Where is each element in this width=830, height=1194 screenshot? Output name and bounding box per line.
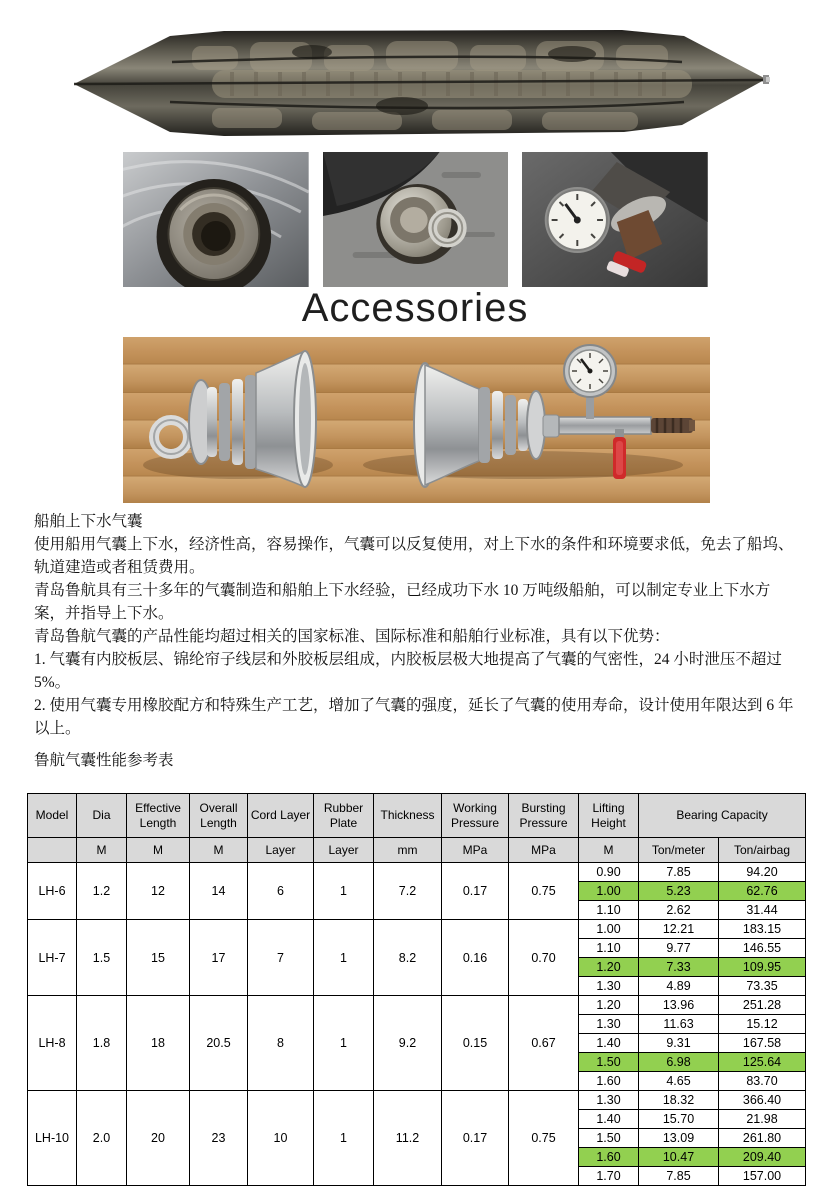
accessory-photo-row bbox=[123, 152, 708, 287]
model-cell: LH-7 bbox=[28, 920, 77, 996]
spec-cell: 8 bbox=[248, 996, 314, 1091]
col-header: Thickness bbox=[374, 794, 442, 838]
capacity-cell: 251.28 bbox=[719, 996, 806, 1015]
airbag-illustration bbox=[72, 22, 770, 144]
col-header: Lifting Height bbox=[579, 794, 639, 838]
model-cell: LH-8 bbox=[28, 996, 77, 1091]
table-row bbox=[28, 863, 806, 882]
capacity-cell: 13.09 bbox=[639, 1129, 719, 1148]
col-unit-header: Ton/meter bbox=[639, 838, 719, 863]
spec-cell: 0.17 bbox=[442, 863, 509, 920]
valve-cap-eye-photo bbox=[323, 152, 509, 287]
capacity-cell: 1.10 bbox=[579, 939, 639, 958]
spec-cell: 11.2 bbox=[374, 1091, 442, 1186]
col-unit-header: M bbox=[127, 838, 190, 863]
capacity-cell: 157.00 bbox=[719, 1167, 806, 1186]
capacity-cell: 1.30 bbox=[579, 977, 639, 996]
capacity-cell: 183.15 bbox=[719, 920, 806, 939]
col-header: Bursting Pressure bbox=[509, 794, 579, 838]
capacity-cell: 9.77 bbox=[639, 939, 719, 958]
col-unit-header bbox=[28, 838, 77, 863]
airbag-nozzle bbox=[763, 75, 770, 84]
capacity-cell: 1.60 bbox=[579, 1148, 639, 1167]
red-lever-valve-icon bbox=[613, 429, 626, 479]
spec-cell: 20 bbox=[127, 1091, 190, 1186]
spec-cell: 1 bbox=[314, 1091, 374, 1186]
col-unit-header: M bbox=[77, 838, 127, 863]
capacity-cell: 62.76 bbox=[719, 882, 806, 901]
hose-barb-tip bbox=[651, 418, 695, 433]
capacity-cell: 94.20 bbox=[719, 863, 806, 882]
capacity-cell: 73.35 bbox=[719, 977, 806, 996]
capacity-cell: 1.70 bbox=[579, 1167, 639, 1186]
doc-paragraph: 青岛鲁航气囊的产品性能均超过相关的国家标准、国际标准和船舶行业标准，具有以下优势： bbox=[34, 628, 670, 645]
col-header: Bearing Capacity bbox=[639, 794, 806, 838]
marine-airbag-photo bbox=[72, 22, 770, 144]
col-header: Rubber Plate bbox=[314, 794, 374, 838]
spec-cell: 20.5 bbox=[190, 996, 248, 1091]
spec-cell: 1 bbox=[314, 996, 374, 1091]
capacity-cell: 31.44 bbox=[719, 901, 806, 920]
pressure-gauge-icon bbox=[564, 345, 616, 419]
doc-paragraph: 青岛鲁航具有三十多年的气囊制造和船舶上下水经验，已经成功下水 10 万吨级船舶，可以制定专业上下水方案，并指导上下水。 bbox=[34, 582, 771, 622]
capacity-cell: 6.98 bbox=[639, 1053, 719, 1072]
capacity-cell: 1.30 bbox=[579, 1015, 639, 1034]
capacity-cell: 9.31 bbox=[639, 1034, 719, 1053]
capacity-cell: 1.50 bbox=[579, 1129, 639, 1148]
capacity-cell: 13.96 bbox=[639, 996, 719, 1015]
spec-cell: 12 bbox=[127, 863, 190, 920]
col-unit-header: Layer bbox=[248, 838, 314, 863]
spec-cell: 15 bbox=[127, 920, 190, 996]
col-unit-header: Ton/airbag bbox=[719, 838, 806, 863]
spec-cell: 14 bbox=[190, 863, 248, 920]
accessories-heading: Accessories bbox=[301, 286, 529, 330]
capacity-cell: 167.58 bbox=[719, 1034, 806, 1053]
table-row bbox=[28, 920, 806, 939]
spec-cell: 23 bbox=[190, 1091, 248, 1186]
spec-cell: 0.70 bbox=[509, 920, 579, 996]
capacity-cell: 1.50 bbox=[579, 1053, 639, 1072]
capacity-cell: 15.12 bbox=[719, 1015, 806, 1034]
col-header: Cord Layer bbox=[248, 794, 314, 838]
capacity-cell: 1.40 bbox=[579, 1110, 639, 1129]
capacity-cell: 1.10 bbox=[579, 901, 639, 920]
capacity-cell: 109.95 bbox=[719, 958, 806, 977]
spec-cell: 18 bbox=[127, 996, 190, 1091]
description-text-block bbox=[34, 510, 800, 740]
col-header: Dia bbox=[77, 794, 127, 838]
capacity-cell: 209.40 bbox=[719, 1148, 806, 1167]
col-unit-header: M bbox=[579, 838, 639, 863]
capacity-cell: 18.32 bbox=[639, 1091, 719, 1110]
capacity-cell: 12.21 bbox=[639, 920, 719, 939]
col-header: Model bbox=[28, 794, 77, 838]
capacity-cell: 7.85 bbox=[639, 1167, 719, 1186]
capacity-cell: 4.65 bbox=[639, 1072, 719, 1091]
col-unit-header: MPa bbox=[509, 838, 579, 863]
spec-cell: 0.75 bbox=[509, 1091, 579, 1186]
col-unit-header: mm bbox=[374, 838, 442, 863]
spec-cell: 10 bbox=[248, 1091, 314, 1186]
accessories-photo bbox=[123, 337, 710, 503]
spec-cell: 0.16 bbox=[442, 920, 509, 996]
spec-cell: 17 bbox=[190, 920, 248, 996]
capacity-cell: 15.70 bbox=[639, 1110, 719, 1129]
spec-cell: 6 bbox=[248, 863, 314, 920]
doc-paragraph: 使用船用气囊上下水，经济性高，容易操作，气囊可以反复使用，对上下水的条件和环境要求低，免去了船坞、轨道建造或者租赁费用。 bbox=[34, 536, 794, 576]
spec-cell: 1.5 bbox=[77, 920, 127, 996]
capacity-cell: 1.00 bbox=[579, 882, 639, 901]
airbag-mouth-flange-photo bbox=[123, 152, 309, 287]
doc-paragraph: 2. 使用气囊专用橡胶配方和特殊生产工艺，增加了气囊的强度，延长了气囊的使用寿命，设计使用年限达到 6 年以上。 bbox=[34, 697, 794, 737]
col-header: Working Pressure bbox=[442, 794, 509, 838]
capacity-cell: 0.90 bbox=[579, 863, 639, 882]
capacity-cell: 1.20 bbox=[579, 958, 639, 977]
spec-table-title: 鲁航气囊性能参考表 bbox=[34, 752, 174, 769]
capacity-cell: 7.85 bbox=[639, 863, 719, 882]
capacity-cell: 125.64 bbox=[719, 1053, 806, 1072]
spec-cell: 0.75 bbox=[509, 863, 579, 920]
capacity-cell: 1.60 bbox=[579, 1072, 639, 1091]
capacity-cell: 366.40 bbox=[719, 1091, 806, 1110]
spec-cell: 0.67 bbox=[509, 996, 579, 1091]
capacity-cell: 21.98 bbox=[719, 1110, 806, 1129]
col-header: Overall Length bbox=[190, 794, 248, 838]
model-cell: LH-6 bbox=[28, 863, 77, 920]
capacity-cell: 4.89 bbox=[639, 977, 719, 996]
capacity-cell: 261.80 bbox=[719, 1129, 806, 1148]
doc-paragraph: 1. 气囊有内胶板层、锦纶帘子线层和外胶板层组成，内胶板层极大地提高了气囊的气密性，24 小时泄压不超过 5%。 bbox=[34, 651, 782, 691]
table-row bbox=[28, 1091, 806, 1110]
capacity-cell: 1.40 bbox=[579, 1034, 639, 1053]
spec-cell: 7 bbox=[248, 920, 314, 996]
capacity-cell: 2.62 bbox=[639, 901, 719, 920]
spec-table bbox=[27, 793, 806, 1186]
capacity-cell: 5.23 bbox=[639, 882, 719, 901]
pressure-gauge-valve-photo bbox=[522, 152, 708, 287]
col-unit-header: Layer bbox=[314, 838, 374, 863]
spec-cell: 2.0 bbox=[77, 1091, 127, 1186]
spec-cell: 0.15 bbox=[442, 996, 509, 1091]
col-header: Effective Length bbox=[127, 794, 190, 838]
spec-cell: 1 bbox=[314, 863, 374, 920]
doc-paragraph-title: 船舶上下水气囊 bbox=[34, 513, 143, 530]
pressure-gauge-icon bbox=[545, 187, 610, 253]
capacity-cell: 1.00 bbox=[579, 920, 639, 939]
spec-cell: 8.2 bbox=[374, 920, 442, 996]
spec-cell: 1.2 bbox=[77, 863, 127, 920]
spec-cell: 9.2 bbox=[374, 996, 442, 1091]
model-cell: LH-10 bbox=[28, 1091, 77, 1186]
capacity-cell: 11.63 bbox=[639, 1015, 719, 1034]
spec-cell: 1.8 bbox=[77, 996, 127, 1091]
spec-cell: 1 bbox=[314, 920, 374, 996]
capacity-cell: 1.30 bbox=[579, 1091, 639, 1110]
col-unit-header: MPa bbox=[442, 838, 509, 863]
capacity-cell: 10.47 bbox=[639, 1148, 719, 1167]
spec-cell: 0.17 bbox=[442, 1091, 509, 1186]
table-row bbox=[28, 996, 806, 1015]
col-unit-header: M bbox=[190, 838, 248, 863]
spec-cell: 7.2 bbox=[374, 863, 442, 920]
capacity-cell: 83.70 bbox=[719, 1072, 806, 1091]
capacity-cell: 7.33 bbox=[639, 958, 719, 977]
capacity-cell: 146.55 bbox=[719, 939, 806, 958]
capacity-cell: 1.20 bbox=[579, 996, 639, 1015]
